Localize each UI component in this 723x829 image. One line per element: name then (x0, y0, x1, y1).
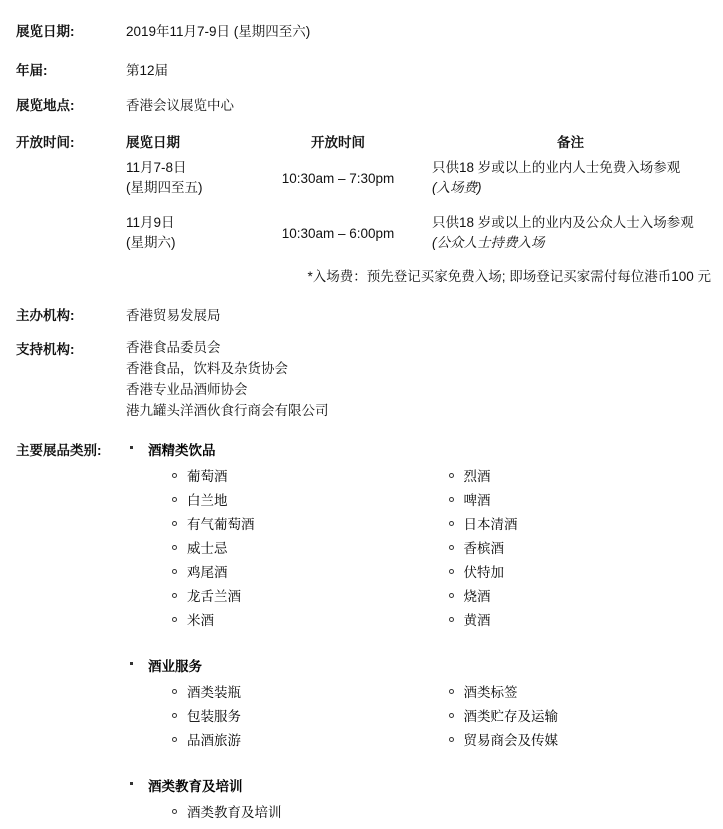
list-item-label: 酒类标签 (464, 685, 518, 700)
list-item (170, 561, 425, 585)
circle-bullet-icon (172, 809, 177, 814)
cell-date-line1: 11月7-8日 (126, 158, 236, 178)
category-columns (126, 801, 723, 825)
list-item-label: 威士忌 (187, 541, 228, 556)
value-exhibition-date: 2019年11月7-9日 (星期四至六) (126, 20, 723, 40)
list-item-label: 米酒 (187, 613, 214, 628)
row-edition (0, 59, 723, 79)
category-columns (126, 681, 723, 753)
list-item-label: 龙舌兰酒 (187, 589, 241, 604)
square-bullet-icon (130, 782, 133, 785)
list-item (170, 681, 425, 705)
list-item: 港九罐头洋酒伙食行商会有限公司 (126, 401, 723, 422)
cell-date-line1: 11月9日 (126, 213, 236, 233)
list-item-label: 品酒旅游 (187, 733, 241, 748)
cell-remark-line1: 只供18 岁或以上的业内人士免费入场参观 (432, 158, 723, 178)
list-item (170, 729, 425, 753)
list-item (170, 585, 425, 609)
list-item-label: 香槟酒 (464, 541, 505, 556)
list-item-label: 啤酒 (464, 493, 491, 508)
header-remark: 备注 (418, 131, 723, 158)
list-item-label: 酒类贮存及运输 (464, 709, 559, 724)
spacer (126, 757, 723, 775)
value-venue: 香港会议展览中心 (126, 94, 723, 114)
cell-remark (418, 158, 723, 213)
value-organiser: 香港贸易发展局 (126, 304, 723, 324)
list-item (170, 705, 425, 729)
circle-bullet-icon (449, 521, 454, 526)
label-edition: 年届: (0, 59, 126, 79)
list-item (170, 537, 425, 561)
list-item (170, 489, 425, 513)
list-item (170, 609, 425, 633)
list-item (447, 609, 723, 633)
row-opening-hours (0, 131, 723, 285)
value-supporters (126, 338, 723, 422)
list-item-label: 伏特加 (464, 565, 505, 580)
watermark (697, 26, 707, 60)
circle-bullet-icon (172, 545, 177, 550)
category-group-title-text: 酒精类饮品 (148, 443, 216, 458)
list-item-label: 包装服务 (187, 709, 241, 724)
category-group-title (126, 655, 723, 675)
circle-bullet-icon (449, 497, 454, 502)
list-item (170, 465, 425, 489)
list-item: 香港专业品酒师协会 (126, 380, 723, 401)
circle-bullet-icon (172, 689, 177, 694)
cell-remark-line2: (入场费) (432, 178, 723, 198)
circle-bullet-icon (172, 593, 177, 598)
category-column-left (126, 801, 425, 825)
circle-bullet-icon (449, 689, 454, 694)
list-item-label: 烧酒 (464, 589, 491, 604)
category-group (126, 439, 723, 633)
row-supporters (0, 338, 723, 422)
row-exhibition-date (0, 20, 723, 40)
value-edition: 第12届 (126, 59, 723, 79)
admission-fee-footnote: *入场费：预先登记买家免费入场; 即场登记买家需付每位港币100 元 (126, 265, 723, 285)
cell-date (126, 213, 236, 256)
cell-time: 10:30am – 6:00pm (236, 213, 418, 256)
circle-bullet-icon (172, 521, 177, 526)
label-venue: 展览地点: (0, 94, 126, 114)
list-item (447, 705, 723, 729)
cell-remark (418, 213, 723, 256)
label-opening-hours: 开放时间: (0, 131, 126, 151)
list-item-label: 烈酒 (464, 469, 491, 484)
cell-date-line2: (星期四至五) (126, 178, 236, 198)
list-item-label: 酒类装瓶 (187, 685, 241, 700)
circle-bullet-icon (172, 737, 177, 742)
opening-hours-content (126, 131, 723, 285)
category-columns (126, 465, 723, 633)
list-item (447, 681, 723, 705)
list-item-label: 贸易商会及传媒 (464, 733, 559, 748)
header-time: 开放时间 (236, 131, 418, 158)
table-header-row (126, 131, 723, 158)
category-group (126, 775, 723, 825)
category-group (126, 655, 723, 753)
category-group-title (126, 439, 723, 459)
circle-bullet-icon (172, 569, 177, 574)
list-item (447, 489, 723, 513)
list-item-label: 鸡尾酒 (187, 565, 228, 580)
label-product-categories: 主要展品类别: (0, 439, 126, 459)
category-column-right (425, 465, 723, 633)
circle-bullet-icon (449, 737, 454, 742)
label-exhibition-date: 展览日期: (0, 20, 126, 40)
circle-bullet-icon (449, 545, 454, 550)
circle-bullet-icon (449, 569, 454, 574)
circle-bullet-icon (449, 593, 454, 598)
list-item-label: 葡萄酒 (187, 469, 228, 484)
list-item (447, 537, 723, 561)
list-item (447, 585, 723, 609)
square-bullet-icon (130, 662, 133, 665)
list-item (447, 729, 723, 753)
row-organiser (0, 304, 723, 324)
category-column-right (425, 681, 723, 753)
list-item: 香港食品委员会 (126, 338, 723, 359)
list-item (447, 465, 723, 489)
list-item-label: 黄酒 (464, 613, 491, 628)
list-item (170, 513, 425, 537)
list-item-label: 有气葡萄酒 (187, 517, 255, 532)
product-categories-content (126, 439, 723, 829)
list-item: 香港食品，饮料及杂货协会 (126, 359, 723, 380)
category-group-title-text: 酒类教育及培训 (148, 779, 243, 794)
header-date: 展览日期 (126, 131, 236, 158)
opening-hours-table (126, 131, 723, 256)
spacer (126, 637, 723, 655)
label-supporters: 支持机构: (0, 338, 126, 358)
label-organiser: 主办机构: (0, 304, 126, 324)
circle-bullet-icon (172, 497, 177, 502)
cell-date (126, 158, 236, 213)
cell-remark-line2: (公众人士持费入场 (432, 233, 723, 253)
category-group-title (126, 775, 723, 795)
circle-bullet-icon (449, 473, 454, 478)
list-item (447, 513, 723, 537)
square-bullet-icon (130, 446, 133, 449)
cell-time: 10:30am – 7:30pm (236, 158, 418, 213)
circle-bullet-icon (449, 617, 454, 622)
category-group-title-text: 酒业服务 (148, 659, 202, 674)
document-page (0, 20, 723, 734)
circle-bullet-icon (172, 473, 177, 478)
circle-bullet-icon (172, 617, 177, 622)
category-column-left (126, 681, 425, 753)
row-product-categories (0, 439, 723, 829)
category-column-left (126, 465, 425, 633)
table-row (126, 213, 723, 256)
cell-remark-line1: 只供18 岁或以上的业内及公众人士入场参观 (432, 213, 723, 233)
cell-date-line2: (星期六) (126, 233, 236, 253)
list-item (170, 801, 425, 825)
list-item-label: 酒类教育及培训 (187, 805, 282, 820)
list-item (447, 561, 723, 585)
category-column-right (425, 801, 723, 825)
list-item-label: 日本清酒 (464, 517, 518, 532)
list-item-label: 白兰地 (187, 493, 228, 508)
table-row (126, 158, 723, 213)
row-venue (0, 94, 723, 114)
